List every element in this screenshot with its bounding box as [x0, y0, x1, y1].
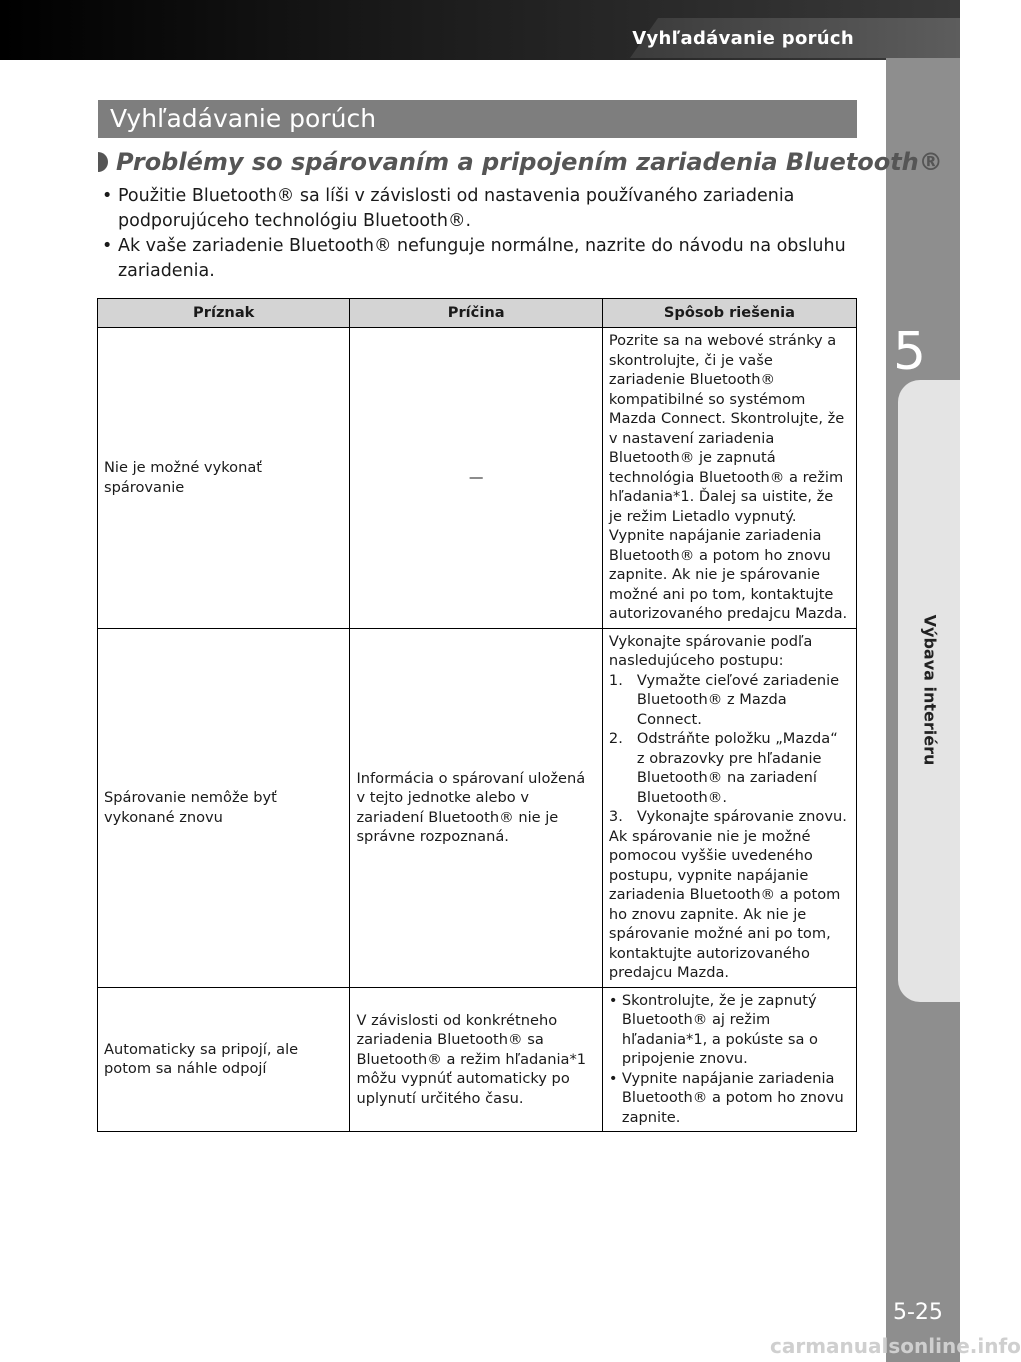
step-text: Vykonajte spárovanie znovu. — [636, 808, 847, 825]
chapter-number: 5 — [893, 322, 927, 382]
cause-cell: V závislosti od konkrétneho zariadenia Bluetooth® sa Bluetooth® a režim hľadania*1 môžu vypnúť automaticky po uplynutí určitého času. — [350, 987, 602, 1132]
table-row — [98, 328, 857, 629]
solution-step — [609, 671, 850, 730]
solution-cell — [602, 987, 856, 1132]
solution-step — [609, 729, 850, 807]
intro-bullet: • Ak vaše zariadenie Bluetooth® nefunguje normálne, nazrite do návodu na obsluhu zariadenia. — [100, 234, 850, 283]
cause-cell: — — [350, 328, 602, 629]
subheading — [98, 148, 943, 176]
solution-outro: Ak spárovanie nie je možné pomocou vyššie uvedeného postupu, vypnite napájanie zariadenia Bluetooth® a potom ho znovu zapnite. Ak nie je spárovanie možné ani po tom, kontaktujte autorizovaného predajcu Mazda. — [608, 827, 841, 981]
column-header-symptom: Príznak — [98, 299, 350, 328]
solution-bullet: • Vypnite napájanie zariadenia Bluetooth® a potom ho znovu zapnite. — [609, 1069, 850, 1128]
solution-bullet: • Skontrolujte, že je zapnutý Bluetooth® aj režim hľadania*1, a pokúste sa o pripojenie znovu. — [609, 991, 850, 1069]
chapter-label: Výbava interiéru — [920, 614, 940, 766]
symptom-cell: Automaticky sa pripojí, ale potom sa náhle odpojí — [98, 987, 350, 1132]
solution-cell: Pozrite sa na webové stránky a skontrolujte, či je vaše zariadenie Bluetooth® kompatibilné so systémom Mazda Connect. Skontrolujte, že v nastavení zariadenia Bluetooth® je zapnutá technológia Bluetooth® a režim hľadania*1. Ďalej sa uistite, že je režim Lietadlo vypnutý. Vypnite napájanie zariadenia Bluetooth® a potom ho znovu zapnite. Ak nie je spárovanie možné ani po tom, kontaktujte autorizovaného predajcu Mazda. — [602, 328, 856, 629]
step-number: 3. — [608, 808, 623, 825]
subheading-marker-icon — [98, 152, 108, 172]
step-text: Vymažte cieľové zariadenie Bluetooth® z Mazda Connect. — [636, 671, 840, 728]
solution-intro: Vykonajte spárovanie podľa nasledujúceho postupu: — [608, 632, 813, 669]
symptom-cell: Nie je možné vykonať spárovanie — [98, 328, 350, 629]
solution-step — [609, 807, 850, 827]
cause-cell: Informácia o spárovaní uložená v tejto jednotke alebo v zariadení Bluetooth® nie je správne rozpoznaná. — [350, 628, 602, 987]
table-row — [98, 987, 857, 1132]
subheading-text: Problémy so spárovaním a pripojením zariadenia Bluetooth® — [116, 148, 943, 176]
page-number: 5-25 — [893, 1300, 943, 1325]
troubleshooting-table — [97, 298, 857, 1132]
section-title: Vyhľadávanie porúch — [110, 104, 377, 133]
table-header-row — [98, 299, 857, 328]
step-number: 2. — [608, 730, 623, 747]
column-header-solution: Spôsob riešenia — [602, 299, 856, 328]
intro-bullet: • Použitie Bluetooth® sa líši v závislosti od nastavenia používaného zariadenia podporujúceho technológiu Bluetooth®. — [100, 184, 850, 233]
header-title: Vyhľadávanie porúch — [632, 28, 854, 49]
symptom-cell: Spárovanie nemôže byť vykonané znovu — [98, 628, 350, 987]
column-header-cause: Príčina — [350, 299, 602, 328]
watermark: carmanualsonline.info — [770, 1334, 1021, 1358]
solution-cell — [602, 628, 856, 987]
intro-bullets — [100, 184, 850, 284]
table-row — [98, 628, 857, 987]
step-number: 1. — [608, 671, 623, 689]
step-text: Odstráňte položku „Mazda“ z obrazovky pre hľadanie Bluetooth® na zariadení Bluetooth®. — [636, 730, 838, 806]
